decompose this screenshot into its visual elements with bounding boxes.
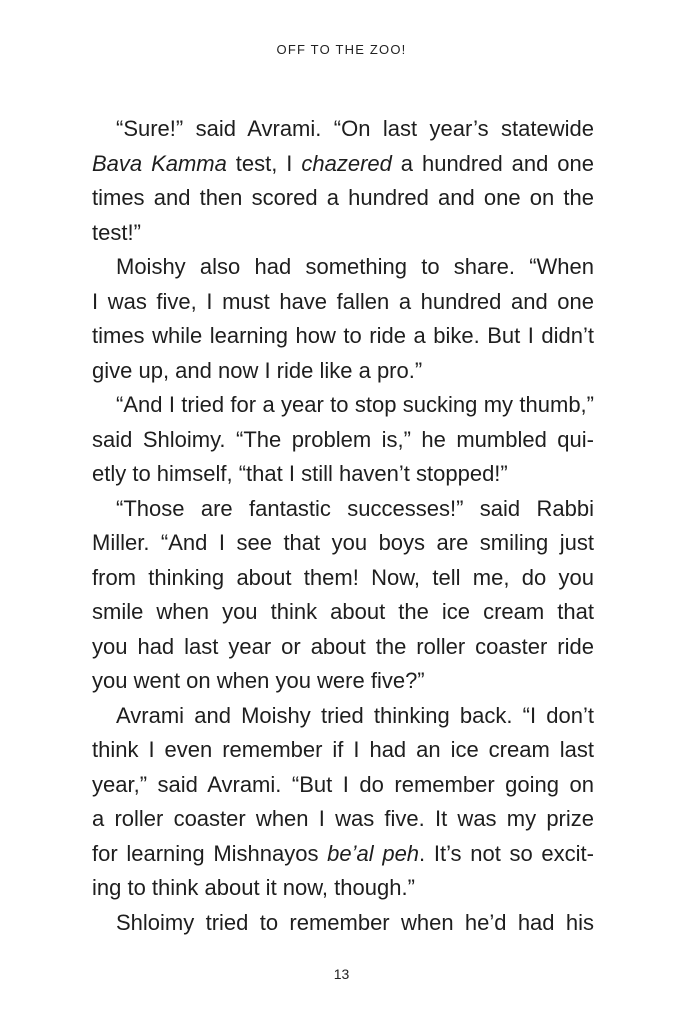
text-run: said Shloimy. “The problem is,” he mumbled qui-	[92, 426, 594, 452]
text-run: smile when you think about the ice cream that	[92, 599, 594, 624]
text-line	[92, 526, 594, 561]
text-run: you went on when you were five?”	[92, 668, 425, 693]
text-line	[92, 802, 594, 837]
text-line	[92, 733, 594, 768]
text-line	[92, 457, 594, 492]
text-run: from thinking about them! Now, tell me, do you	[92, 564, 594, 590]
text-line	[92, 699, 594, 734]
text-line	[92, 181, 594, 216]
text-run: “Those are fantastic successes!” said Rabbi	[116, 495, 594, 521]
text-run: etly to himself, “that I still haven’t stopped!”	[92, 461, 508, 486]
text-line	[92, 906, 594, 941]
paragraph	[92, 699, 594, 906]
text-run: for learning Mishnayos	[92, 840, 328, 866]
text-run: Moishy also had something to share. “When	[116, 254, 594, 279]
text-line	[92, 250, 594, 285]
text-line	[92, 147, 594, 182]
page-number: 13	[333, 966, 350, 982]
text-line	[92, 112, 594, 147]
text-line	[92, 388, 594, 423]
text-run: a roller coaster when I was five. It was my prize	[92, 806, 594, 831]
text-line	[92, 492, 594, 527]
body-text	[92, 112, 594, 940]
text-line	[92, 319, 594, 354]
text-line	[92, 768, 594, 803]
text-line	[92, 664, 594, 699]
text-line	[92, 354, 594, 389]
paragraph	[92, 250, 594, 388]
text-line	[92, 871, 594, 906]
text-run: Avrami and Moishy tried thinking back. “I don’t	[116, 702, 594, 728]
text-run: think I even remember if I had an ice cream last	[92, 737, 594, 762]
text-run: a hundred and one	[391, 150, 594, 176]
paragraph	[92, 906, 594, 941]
text-run: ing to think about it now, though.”	[92, 875, 415, 900]
text-run: I was five, I must have fallen a hundred and one	[92, 288, 594, 314]
text-run: give up, and now I ride like a pro.”	[92, 357, 423, 383]
text-run: Miller. “And I see that you boys are smiling just	[92, 530, 594, 555]
text-run: “Sure!” said Avrami. “On last year’s statewide	[116, 116, 594, 141]
text-run: times while learning how to ride a bike. But I didn’t	[92, 323, 594, 348]
text-line	[92, 837, 594, 872]
text-line	[92, 630, 594, 665]
text-run: . It’s not so excit-	[419, 840, 594, 866]
text-run: “And I tried for a year to stop sucking my thumb,”	[116, 392, 594, 417]
text-line	[92, 595, 594, 630]
text-line	[92, 423, 594, 458]
text-line	[92, 285, 594, 320]
paragraph	[92, 112, 594, 250]
text-run: year,” said Avrami. “But I do remember going on	[92, 771, 594, 797]
text-run: test, I	[226, 150, 302, 176]
text-run: test!”	[92, 219, 141, 245]
italic-text: Bava Kamma	[92, 150, 227, 176]
paragraph	[92, 492, 594, 699]
text-run: Shloimy tried to remember when he’d had his	[116, 909, 594, 935]
running-head: OFF TO THE ZOO!	[276, 42, 407, 57]
italic-text: chazered	[301, 150, 392, 176]
text-line	[92, 561, 594, 596]
text-run: times and then scored a hundred and one on the	[92, 185, 594, 210]
italic-text: be’al peh	[327, 840, 420, 866]
text-line	[92, 216, 594, 251]
paragraph	[92, 388, 594, 492]
text-run: you had last year or about the roller coaster ride	[92, 633, 594, 659]
